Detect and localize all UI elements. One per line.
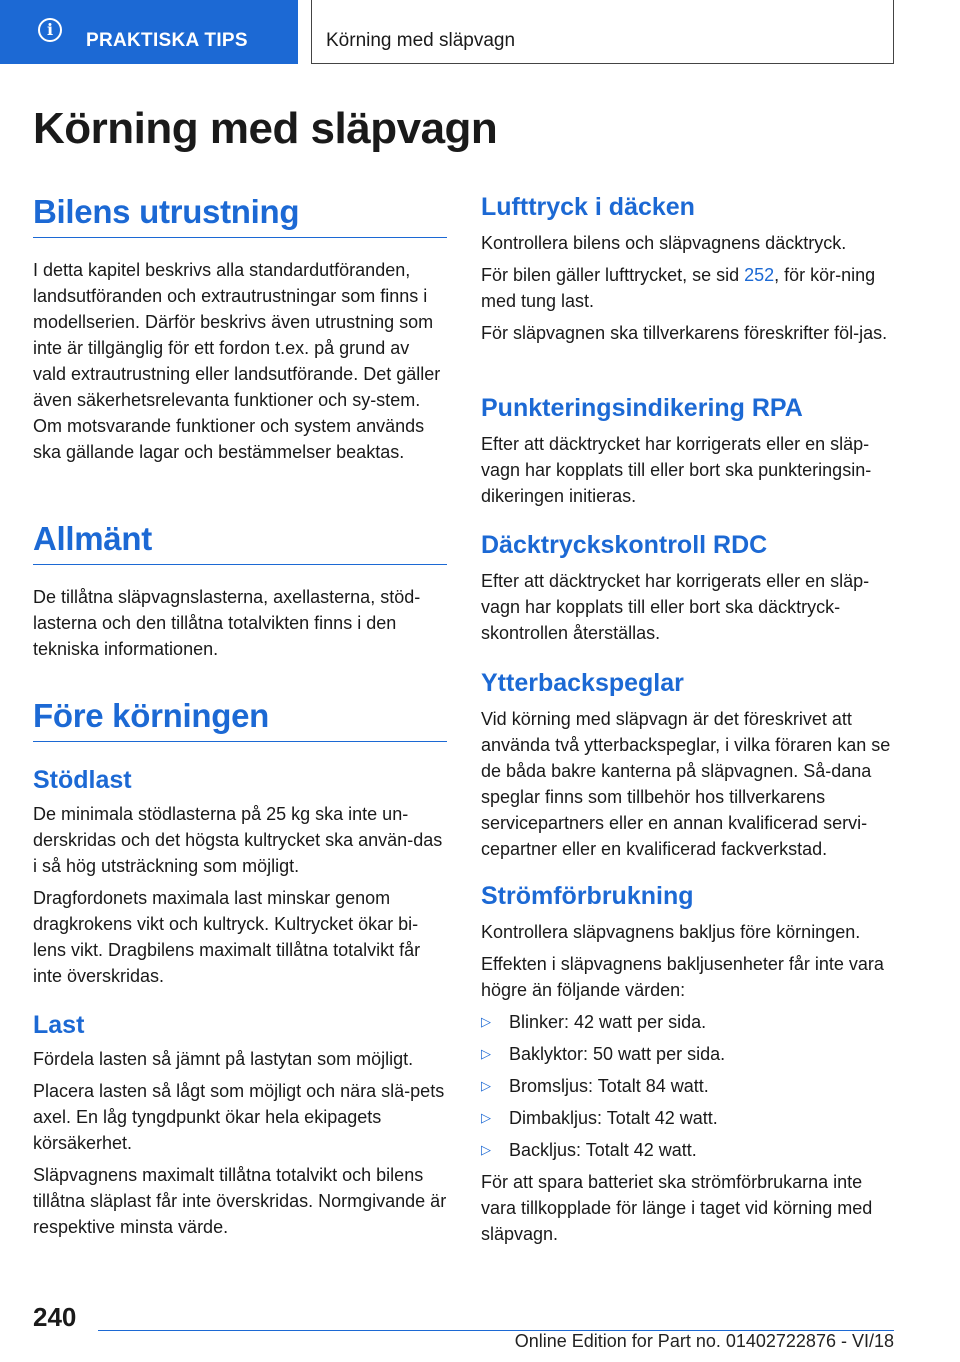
paragraph-power-3: För att spara batteriet ska strömförbrukarna inte vara tillkopplade för länge i taget vid körning med släpvagn. (481, 1172, 873, 1244)
breadcrumb (311, 0, 894, 64)
bullet-triangle-icon: ▷ (481, 1014, 491, 1029)
section-tab[interactable] (0, 0, 298, 64)
tyre-2-text-pre: För bilen gäller lufttrycket, se sid (481, 265, 745, 285)
paragraph-mirrors: Vid körning med släpvagn är det föreskrivet att använda två ytterbackspeglar, i vilka föraren kan se de båda bakre kanterna på släpvagnen. Så-dana speglar finns som tillbehör hos tillverkarens servicepartners eller en annan kvalificerad servi-cepartner eller en kvalificerad fackverkstad. (481, 709, 891, 859)
page-title: Körning med släpvagn (33, 104, 498, 153)
heading-power-consumption: Strömförbrukning (481, 882, 694, 910)
bullet-triangle-icon: ▷ (481, 1078, 491, 1093)
list-item-text: Blinker: 42 watt per sida. (509, 1012, 707, 1032)
paragraph-power-2: Effekten i släpvagnens bakljusenheter får inte vara högre än följande värden: (481, 954, 884, 1000)
info-icon: i (38, 18, 62, 42)
heading-tyre-pressure: Lufttryck i däcken (481, 193, 695, 221)
paragraph-rdc: Efter att däcktrycket har korrigerats eller en släp-vagn har kopplats till eller bort ska däcktryck-skontrollen återställas. (481, 571, 870, 643)
heading-general: Allmänt (33, 520, 447, 565)
heading-rpa: Punkteringsindikering RPA (481, 394, 803, 422)
heading-mirrors: Ytterbackspeglar (481, 669, 684, 697)
paragraph-tyre-3: För släpvagnen ska tillverkarens föreskrifter föl-jas. (481, 323, 888, 343)
heading-load: Last (33, 1011, 85, 1039)
list-item-text: Baklyktor: 50 watt per sida. (509, 1044, 726, 1064)
paragraph-load-3: Släpvagnens maximalt tillåtna totalvikt och bilens tillåtna släplast får inte överskridas. Normgivande är respektive minsta värde. (33, 1165, 447, 1237)
paragraph-general: De tillåtna släpvagnslasterna, axellasterna, stöd-lasterna och den tillåtna totalvikten finns i den tekniska informationen. (33, 587, 421, 659)
footer-edition: Online Edition for Part no. 01402722876 - VI/18 (514, 1331, 894, 1351)
heading-support-load: Stödlast (33, 766, 132, 794)
tyre-2-text-post: , för kör-ning med tung last. (481, 265, 876, 311)
paragraph-load-2: Placera lasten så lågt som möjligt och nära slä-pets axel. En låg tyngdpunkt ökar hela ekipagets körsäkerhet. (33, 1081, 445, 1153)
paragraph-load-1: Fördela lasten så jämnt på lastytan som möjligt. (33, 1049, 414, 1069)
heading-equipment: Bilens utrustning (33, 193, 447, 238)
heading-before-driving: Före körningen (33, 697, 447, 742)
breadcrumb-text: Körning med släpvagn (326, 30, 516, 51)
paragraph-support-load-2: Dragfordonets maximala last minskar genom dragkrokens vikt och kultryck. Kultrycket ökar bi-lens vikt. Dragbilens maximalt tillåtna totalvikt får inte överskridas. (33, 888, 421, 986)
paragraph-support-load-1: De minimala stödlasterna på 25 kg ska inte un-derskridas och det högsta kultrycket ska använ-das i så hög utsträckning som möjligt. (33, 804, 443, 876)
page-link-252[interactable]: 252 (744, 265, 775, 285)
paragraph-tyre-2 (481, 262, 893, 314)
bullet-triangle-icon: ▷ (481, 1142, 491, 1157)
paragraph-rpa: Efter att däcktrycket har korrigerats eller en släp-vagn har kopplats till eller bort ska punkteringsin-dikeringen initieras. (481, 434, 872, 506)
bullet-triangle-icon: ▷ (481, 1110, 491, 1125)
paragraph-tyre-1: Kontrollera bilens och släpvagnens däcktryck. (481, 233, 847, 253)
paragraph-power-1: Kontrollera släpvagnens bakljus före körningen. (481, 922, 861, 942)
bullet-triangle-icon: ▷ (481, 1046, 491, 1061)
section-label: PRAKTISKA TIPS (86, 30, 248, 51)
list-item-text: Dimbakljus: Totalt 42 watt. (509, 1108, 718, 1128)
list-item-text: Backljus: Totalt 42 watt. (509, 1140, 697, 1160)
list-item-text: Bromsljus: Totalt 84 watt. (509, 1076, 709, 1096)
page-number: 240 (33, 1302, 77, 1332)
paragraph-equipment: I detta kapitel beskrivs alla standardutföranden, landsutföranden och extrautrustningar som finns i modellserien. Därför beskrivs även utrustning som inte är tillgänglig för ett fordon t.ex. på grund av vald extrautrustning eller landsutförande. Det gäller även säkerhetsrelevanta funktioner och sy-stem. Om motsvarande funktioner och system används ska gällande lagar och bestämmelser beaktas. (33, 260, 441, 462)
heading-rdc: Däcktryckskontroll RDC (481, 531, 768, 559)
